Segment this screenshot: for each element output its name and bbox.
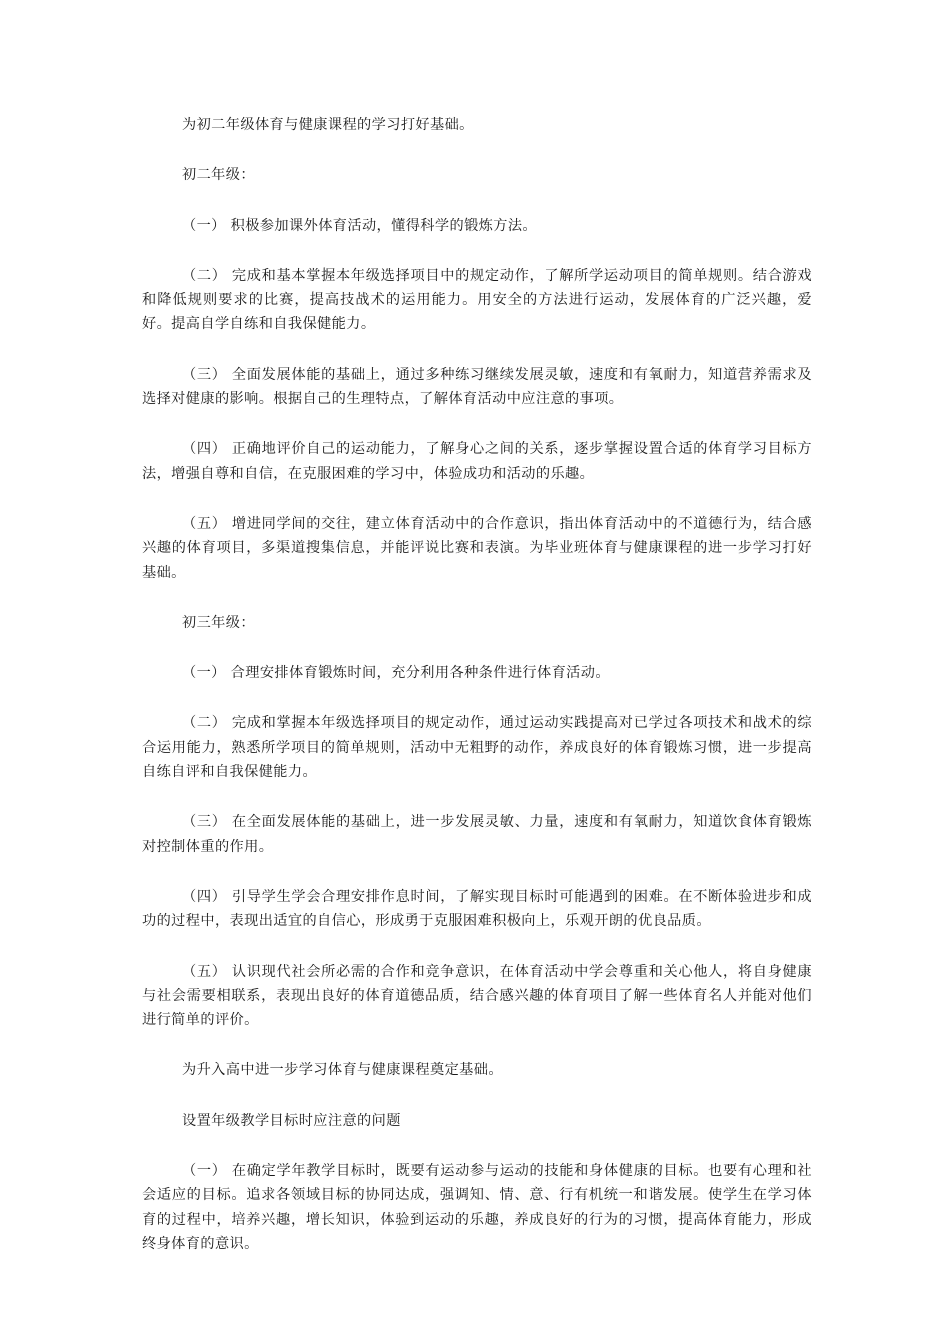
grade-9-item-2: （二） 完成和掌握本年级选择项目的规定动作，通过运动实践提高对已学过各项技术和战术的综合运用能力，熟悉所学项目的简单规则，活动中无粗野的动作，养成良好的体育锻炼习惯，进一步提高自练自评和自我保健能力。 — [142, 715, 812, 781]
grade-9-item-5: （五） 认识现代社会所必需的合作和竞争意识，在体育活动中学会尊重和关心他人，将自身健康与社会需要相联系，表现出良好的体育道德品质，结合感兴趣的体育项目了解一些体育名人并能对他们进行简单的评价。 — [142, 963, 812, 1029]
document-body — [142, 113, 812, 1282]
grade-9-item-3: （三） 在全面发展体能的基础上，进一步发展灵敏、力量，速度和有氧耐力，知道饮食体育锻炼对控制体重的作用。 — [142, 814, 812, 855]
notes-item-1: （一） 在确定学年教学目标时，既要有运动参与运动的技能和身体健康的目标。也要有心理和社会适应的目标。追求各领域目标的协同达成，强调知、情、意、行有机统一和谐发展。使学生在学习体育的过程中，培养兴趣，增长知识，体验到运动的乐趣，养成良好的行为的习惯，提高体育能力，形成终身体育的意识。 — [142, 1163, 812, 1252]
heading-notes: 设置年级教学目标时应注意的问题 — [182, 1112, 401, 1129]
grade-8-item-4: （四） 正确地评价自己的运动能力，了解身心之间的关系，逐步掌握设置合适的体育学习目标方法，增强自尊和自信，在克服困难的学习中，体验成功和活动的乐趣。 — [142, 441, 812, 482]
grade-9-item-1: （一） 合理安排体育锻炼时间，充分利用各种条件进行体育活动。 — [182, 665, 610, 682]
paragraph-intro: 为初二年级体育与健康课程的学习打好基础。 — [182, 117, 474, 133]
grade-8-item-3: （三） 全面发展体能的基础上，通过多种练习继续发展灵敏，速度和有氧耐力，知道营养需求及选择对健康的影响。根据自己的生理特点，了解体育活动中应注意的事项。 — [142, 366, 812, 408]
grade-8-item-2: （二） 完成和基本掌握本年级选择项目中的规定动作，了解所学运动项目的简单规则。结合游戏和降低规则要求的比赛，提高技战术的运用能力。用安全的方法进行运动，发展体育的广泛兴趣，爱好。提高自学自练和自我保健能力。 — [142, 267, 812, 333]
grade-8-item-5: （五） 增进同学间的交往，建立体育活动中的合作意识，指出体育活动中的不道德行为，结合感兴趣的体育项目，多渠道搜集信息，并能评说比赛和表演。为毕业班体育与健康课程的进一步学习打好基础。 — [142, 515, 812, 581]
grade-8-item-1: （一） 积极参加课外体育活动，懂得科学的锻炼方法。 — [182, 217, 538, 234]
paragraph-high-school: 为升入高中进一步学习体育与健康课程奠定基础。 — [182, 1062, 503, 1079]
heading-grade-8: 初二年级： — [182, 167, 255, 184]
heading-grade-9: 初三年级： — [182, 614, 255, 631]
grade-9-item-4: （四） 引导学生学会合理安排作息时间，了解实现目标时可能遇到的困难。在不断体验进步和成功的过程中，表现出适宜的自信心，形成勇于克服困难积极向上，乐观开朗的优良品质。 — [142, 888, 812, 930]
